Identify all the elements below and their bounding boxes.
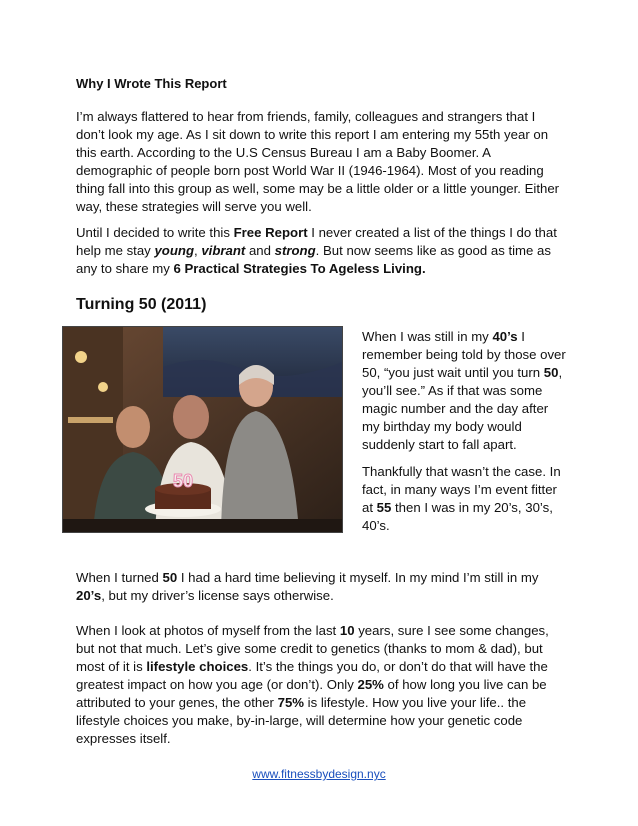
intro-paragraph: I’m always flattered to hear from friends, family, colleagues and strangers that I don’t look my age. As I sit down to write this report I am entering my 55th year on this earth. According to the U.S Census Bureau I am a Baby Boomer. A demographic of people born post World War II (1946-1964). Most of you reading thing fall into this group as well, some may be a little older or a little younger. Either way, these strategies will serve you well. bbox=[76, 109, 560, 214]
strong-emphasis: strong bbox=[274, 243, 316, 258]
section-title: Turning 50 (2011) bbox=[76, 296, 207, 313]
report-heading: Why I Wrote This Report bbox=[76, 76, 227, 91]
birthday-photo-image bbox=[63, 327, 342, 532]
birthday-photo bbox=[62, 326, 343, 533]
free-report-bold: Free Report bbox=[233, 225, 308, 240]
young-emphasis: young bbox=[154, 243, 194, 258]
photos-paragraph: When I look at photos of myself from the last 10 years, sure I see some changes, but not that much. Let’s give some credit to genetics (thanks to mom & dad), but most of it is lifestyle choices. It’s the things you do, or don’t do that will have the greatest impact on how you age (or don’t). Only 25% of how long you live can be attributed to your genes, the other 75% is lifestyle. How you live your life.. the lifestyle choices you make, by-in-large, will determine how your genetic code expresses itself. bbox=[76, 623, 549, 746]
free-report-paragraph: Until I decided to write this Free Report I never created a list of the things I do that help me stay young, vibrant and strong. But now seems like as good as time as any to share my 6 Practical Strategies To Ageless Living. bbox=[76, 225, 557, 276]
strategies-bold: 6 Practical Strategies To Ageless Living. bbox=[173, 261, 426, 276]
vibrant-emphasis: vibrant bbox=[201, 243, 246, 258]
forties-paragraph: When I was still in my 40’s I remember being told by those over 50, “you just wait until you turn 50, you’ll see.” As if that was some magic number and the day after my birthday my body would suddenly start to fall apart. bbox=[362, 329, 566, 452]
thankfully-paragraph: Thankfully that wasn’t the case. In fact, in many ways I’m event fitter at 55 then I was in my 20’s, 30’s, 40’s. bbox=[362, 464, 561, 533]
footer bbox=[0, 767, 638, 781]
cake-candle-number: 50 bbox=[172, 471, 194, 491]
turned-fifty-paragraph: When I turned 50 I had a hard time believing it myself. In my mind I’m still in my 20’s, but my driver’s license says otherwise. bbox=[76, 570, 539, 603]
website-link[interactable]: www.fitnessbydesign.nyc bbox=[252, 767, 386, 781]
